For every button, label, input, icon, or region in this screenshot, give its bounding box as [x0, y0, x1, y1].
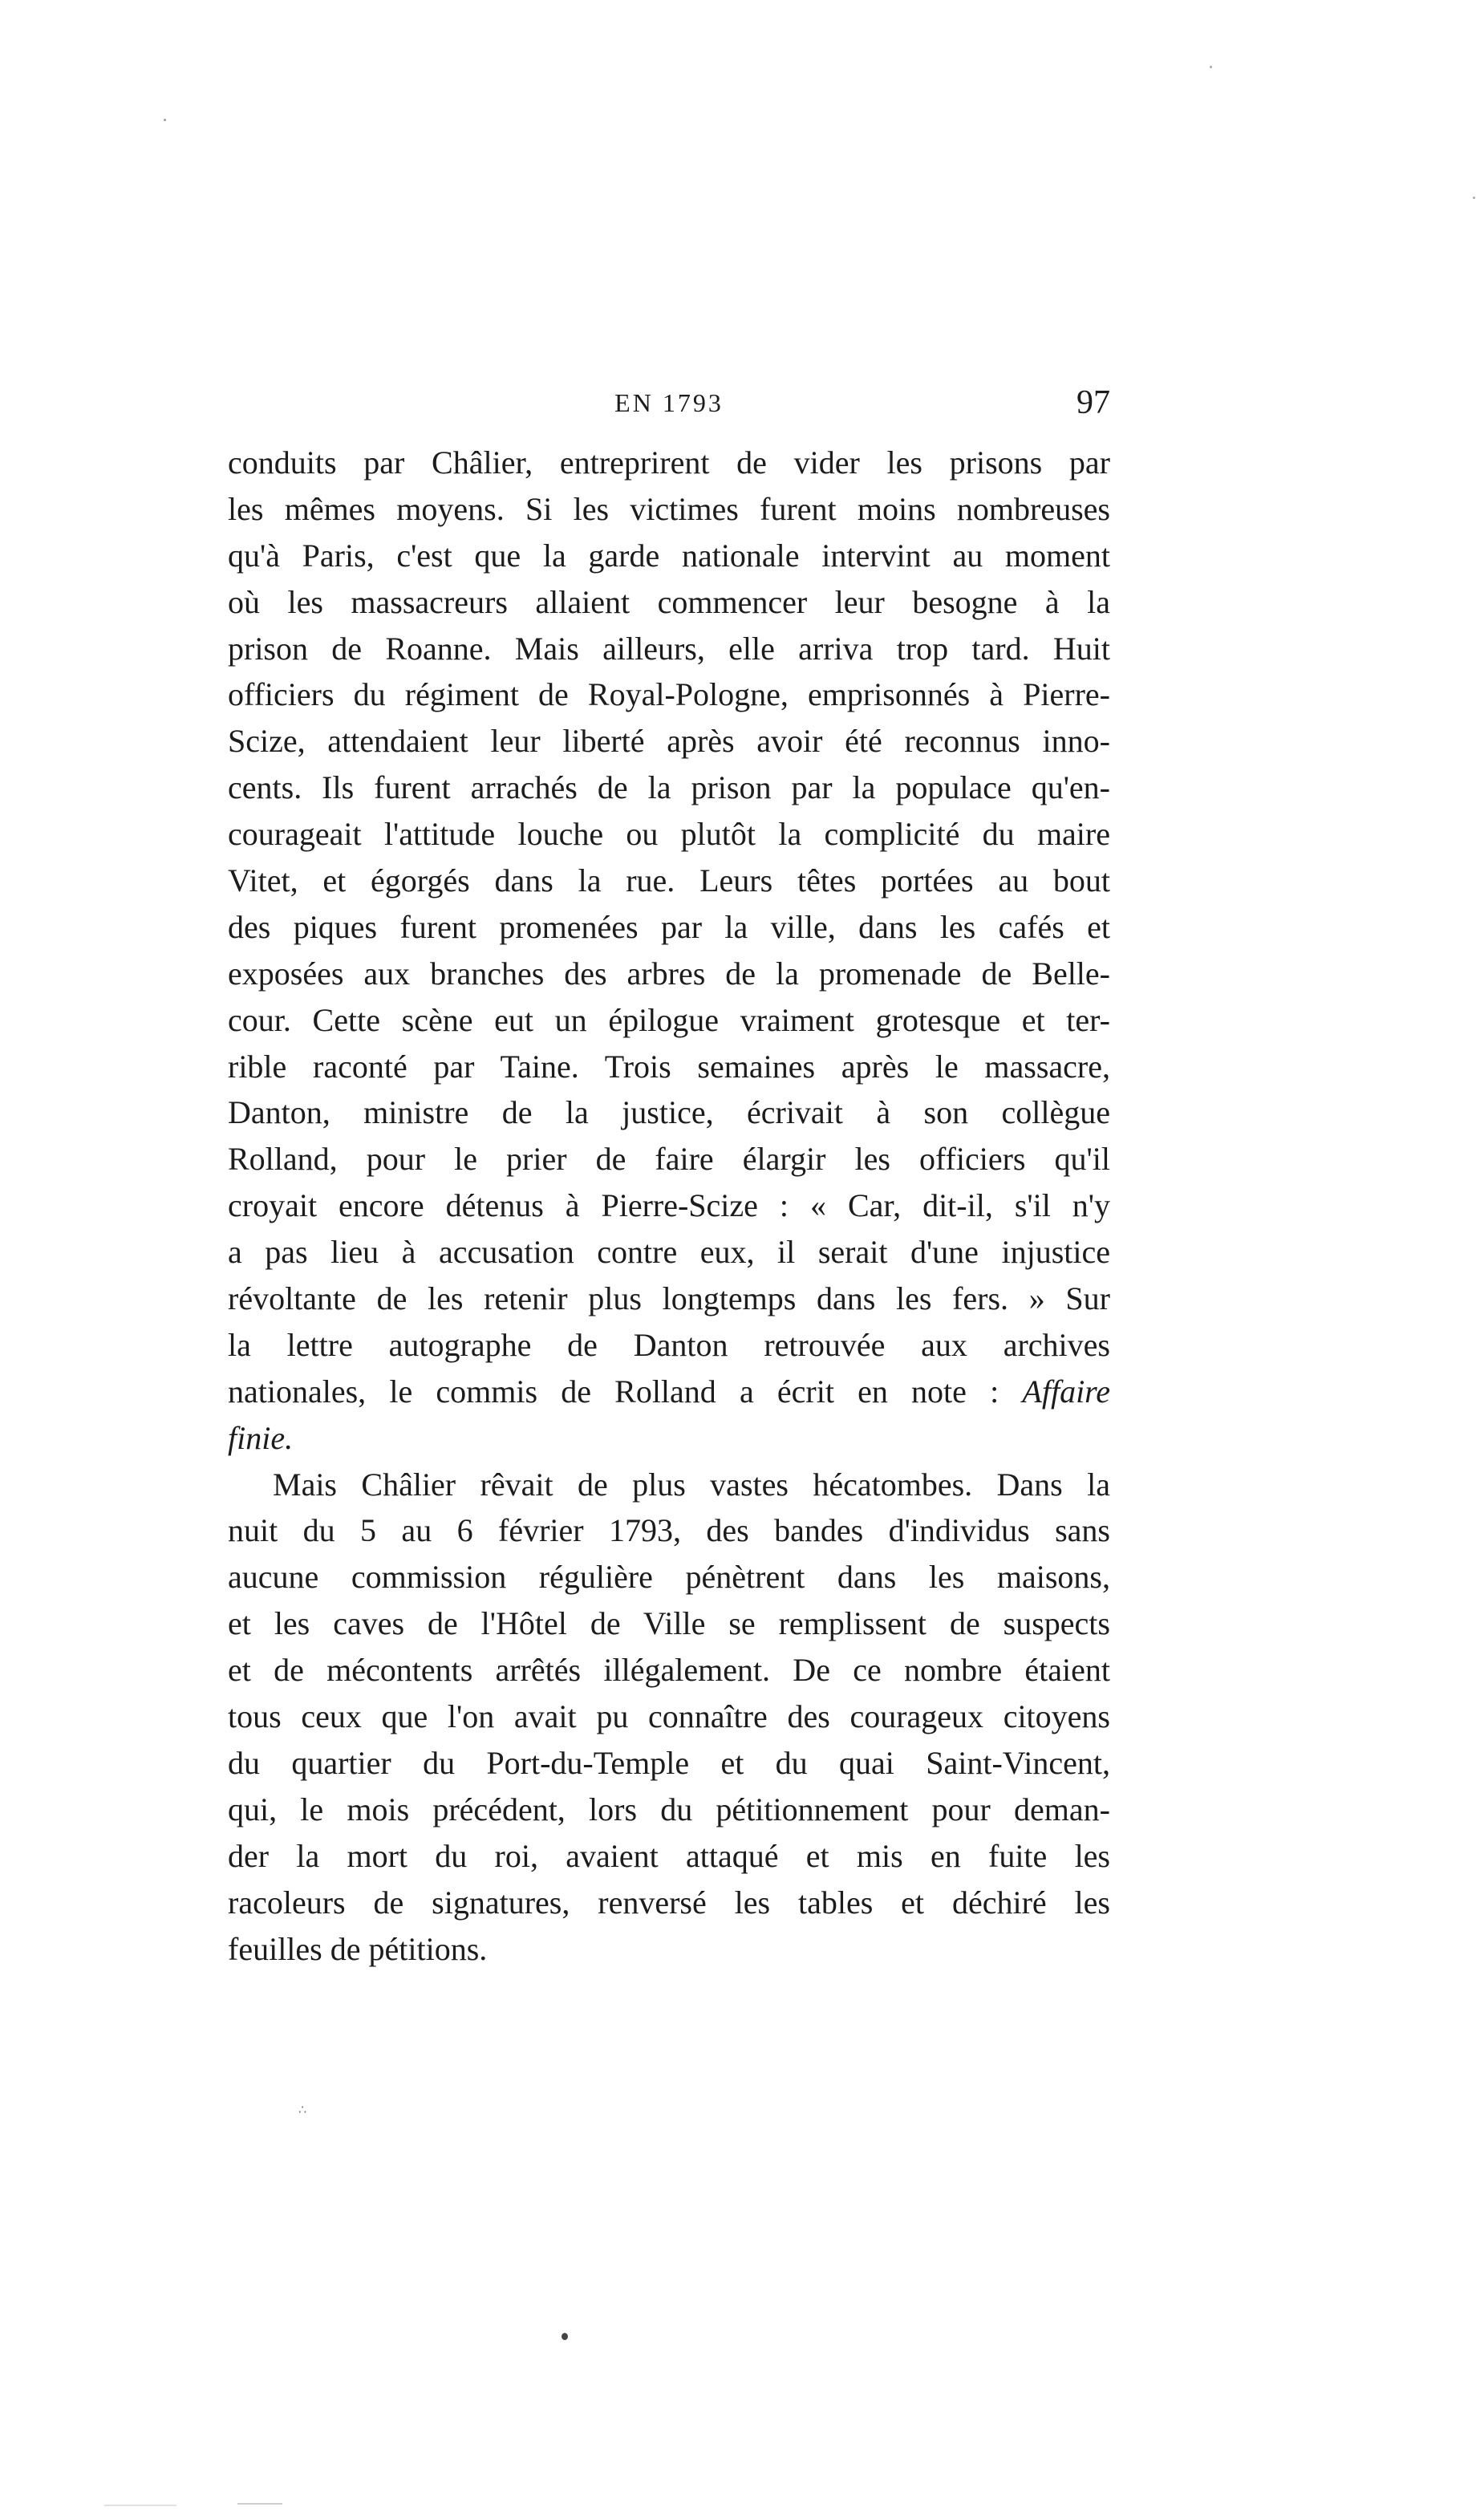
- text-line: croyait encore détenus à Pierre-Scize : « Car, dit-il, s'il n'y: [228, 1187, 1110, 1224]
- text-line: rible raconté par Taine. Trois semaines après le massacre,: [228, 1048, 1110, 1085]
- running-head: [228, 379, 1110, 427]
- ink-smudge: ∴: [298, 2103, 307, 2117]
- paragraph-2: [228, 1462, 1110, 1973]
- text-line: cour. Cette scène eut un épilogue vraiment grotesque et ter-: [228, 1001, 1110, 1038]
- text-line: exposées aux branches des arbres de la promenade de Belle-: [228, 955, 1110, 992]
- text-line: Rolland, pour le prier de faire élargir les officiers qu'il: [228, 1141, 1110, 1178]
- text-line: du quartier du Port-du-Temple et du quai Saint-Vincent,: [228, 1744, 1110, 1781]
- text-line: révoltante de les retenir plus longtemps dans les fers. » Sur: [228, 1280, 1110, 1317]
- text-line: [228, 1369, 1110, 1415]
- scan-edge-line: [237, 2503, 282, 2505]
- text-line: les mêmes moyens. Si les victimes furent moins nombreuses: [228, 490, 1110, 527]
- text-line: et les caves de l'Hôtel de Ville se remplissent de suspects: [228, 1605, 1110, 1642]
- text-line: officiers du régiment de Royal-Pologne, emprisonnés à Pierre-: [228, 676, 1110, 713]
- text-line: nuit du 5 au 6 février 1793, des bandes d'individus sans: [228, 1512, 1110, 1549]
- ink-dot: [1473, 197, 1475, 199]
- scan-edge-line: [104, 2505, 176, 2506]
- text-line: conduits par Châlier, entreprirent de vider les prisons par: [228, 444, 1110, 481]
- ink-dot: [164, 119, 166, 121]
- text-line: courageait l'attitude louche ou plutôt la complicité du maire: [228, 816, 1110, 853]
- text-line: racoleurs de signatures, renversé les tables et déchiré les: [228, 1884, 1110, 1921]
- text-line: des piques furent promenées par la ville, dans les cafés et: [228, 908, 1110, 945]
- body-text: [228, 440, 1110, 1972]
- text-line: aucune commission régulière pénètrent dans les maisons,: [228, 1559, 1110, 1596]
- text-line: der la mort du roi, avaient attaqué et mis en fuite les: [228, 1837, 1110, 1874]
- text-line: cents. Ils furent arrachés de la prison par la populace qu'en-: [228, 769, 1110, 806]
- text-line: Danton, ministre de la justice, écrivait à son collègue: [228, 1094, 1110, 1131]
- text-line: a pas lieu à accusation contre eux, il serait d'une injustice: [228, 1234, 1110, 1271]
- paragraph-1: [228, 440, 1110, 1462]
- running-title: EN 1793: [614, 388, 724, 417]
- text-line: Mais Châlier rêvait de plus vastes hécatombes. Dans la: [273, 1466, 1110, 1503]
- ink-dot: [1210, 66, 1212, 68]
- text-line: Scize, attendaient leur liberté après avoir été reconnus inno-: [228, 723, 1110, 760]
- text-line: où les massacreurs allaient commencer leur besogne à la: [228, 583, 1110, 620]
- text-line: qui, le mois précédent, lors du pétitionnement pour deman-: [228, 1791, 1110, 1827]
- text-line: et de mécontents arrêtés illégalement. De ce nombre étaient: [228, 1652, 1110, 1689]
- text-line: [228, 1415, 1110, 1462]
- text-segment: nationales, le commis de Rolland a écrit en note :: [228, 1373, 999, 1410]
- ink-dot: [562, 2333, 568, 2340]
- italic-text: Affaire: [1022, 1373, 1111, 1410]
- text-line: tous ceux que l'on avait pu connaître des courageux citoyens: [228, 1698, 1110, 1735]
- text-line: Vitet, et égorgés dans la rue. Leurs têtes portées au bout: [228, 862, 1110, 899]
- text-line: prison de Roanne. Mais ailleurs, elle arriva trop tard. Huit: [228, 630, 1110, 667]
- text-line: qu'à Paris, c'est que la garde nationale intervint au moment: [228, 537, 1110, 574]
- italic-text: finie.: [228, 1419, 294, 1456]
- text-line: la lettre autographe de Danton retrouvée aux archives: [228, 1326, 1110, 1363]
- page-number: 97: [1077, 384, 1110, 421]
- text-line: feuilles de pétitions.: [228, 1930, 488, 1967]
